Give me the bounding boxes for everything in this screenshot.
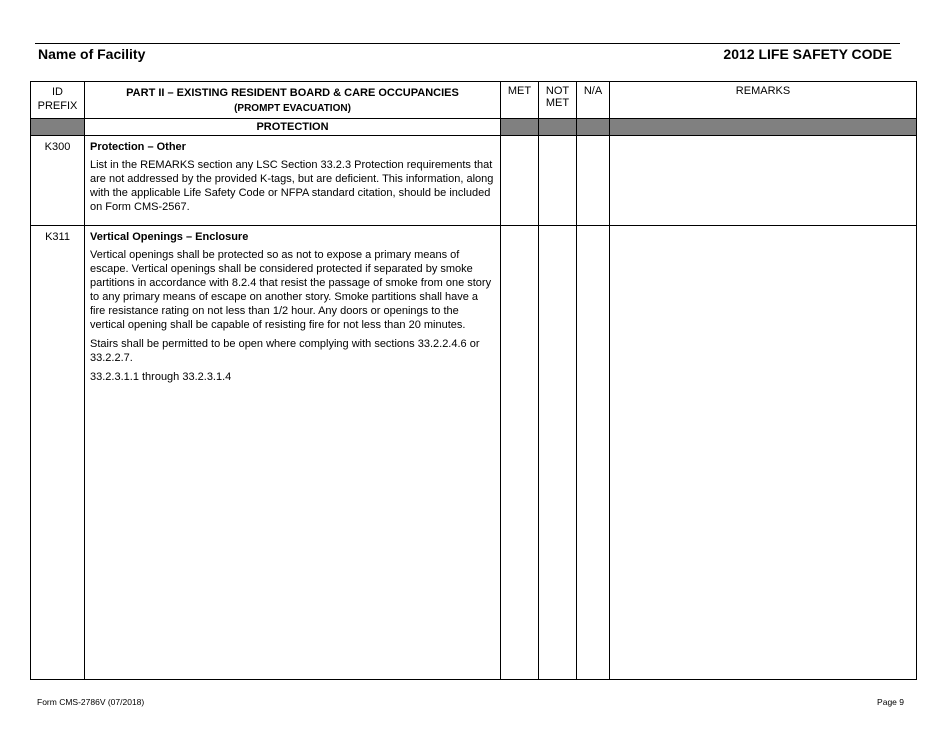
row-description bbox=[85, 226, 501, 680]
row-title: Protection – Other bbox=[90, 141, 186, 153]
facility-name-label: Name of Facility bbox=[38, 46, 146, 62]
na-header: N/A bbox=[577, 82, 610, 119]
section-gray-cell bbox=[539, 119, 577, 136]
remarks-cell[interactable] bbox=[610, 136, 917, 226]
header-rule bbox=[35, 43, 900, 44]
not-met-line2: MET bbox=[545, 97, 570, 109]
table-row-k311 bbox=[31, 226, 917, 680]
part-title-cell bbox=[85, 82, 501, 119]
remarks-cell[interactable] bbox=[610, 226, 917, 680]
section-gray-cell bbox=[610, 119, 917, 136]
header-row bbox=[31, 82, 917, 119]
row-paragraph: Stairs shall be permitted to be open where complying with sections 33.2.2.4.6 or 33.2.2.7. bbox=[90, 338, 480, 364]
not-met-cell[interactable] bbox=[539, 226, 577, 680]
row-id: K311 bbox=[31, 226, 85, 680]
row-paragraph: List in the REMARKS section any LSC Section 33.2.3 Protection requirements that are not addressed by the provided K-tags, but are deficient. This information, along with the applicable Life Safety Code or NFPA standard citation, should be included on Form CMS-2567. bbox=[90, 159, 494, 213]
not-met-cell[interactable] bbox=[539, 136, 577, 226]
met-cell[interactable] bbox=[501, 136, 539, 226]
remarks-header: REMARKS bbox=[610, 82, 917, 119]
not-met-header bbox=[539, 82, 577, 119]
code-title: 2012 LIFE SAFETY CODE bbox=[723, 46, 892, 62]
met-cell[interactable] bbox=[501, 226, 539, 680]
section-label: PROTECTION bbox=[85, 119, 501, 136]
section-row bbox=[31, 119, 917, 136]
not-met-line1: NOT bbox=[545, 85, 570, 97]
row-title: Vertical Openings – Enclosure bbox=[90, 231, 249, 243]
row-id: K300 bbox=[31, 136, 85, 226]
section-gray-cell bbox=[577, 119, 610, 136]
na-cell[interactable] bbox=[577, 136, 610, 226]
na-cell[interactable] bbox=[577, 226, 610, 680]
section-gray-cell bbox=[501, 119, 539, 136]
row-paragraph: 33.2.3.1.1 through 33.2.3.1.4 bbox=[90, 371, 232, 383]
row-paragraph: Vertical openings shall be protected so as not to expose a primary means of escape. Vertical openings shall be considered protected if separated by smoke partitions in accordance with 8.2.4 that resist the passage of smoke from one story to any primary means of escape on another story. Smoke partitions shall have a fire resistance rating on not less than 1/2 hour. Any doors or openings to the vertical opening shall be capable of resisting fire for not less than 20 minutes. bbox=[90, 249, 492, 331]
table-row-k300 bbox=[31, 136, 917, 226]
row-description bbox=[85, 136, 501, 226]
part-subtitle: (PROMPT EVACUATION) bbox=[234, 103, 351, 114]
met-header: MET bbox=[501, 82, 539, 119]
id-prefix-line2: PREFIX bbox=[37, 100, 78, 112]
part-title: PART II – EXISTING RESIDENT BOARD & CARE OCCUPANCIES bbox=[126, 87, 459, 99]
page-number: Page 9 bbox=[877, 697, 904, 707]
section-gray-cell bbox=[31, 119, 85, 136]
id-prefix-line1: ID bbox=[52, 86, 63, 98]
survey-table bbox=[30, 81, 917, 680]
form-id: Form CMS-2786V (07/2018) bbox=[37, 697, 145, 707]
id-prefix-header bbox=[31, 82, 85, 119]
